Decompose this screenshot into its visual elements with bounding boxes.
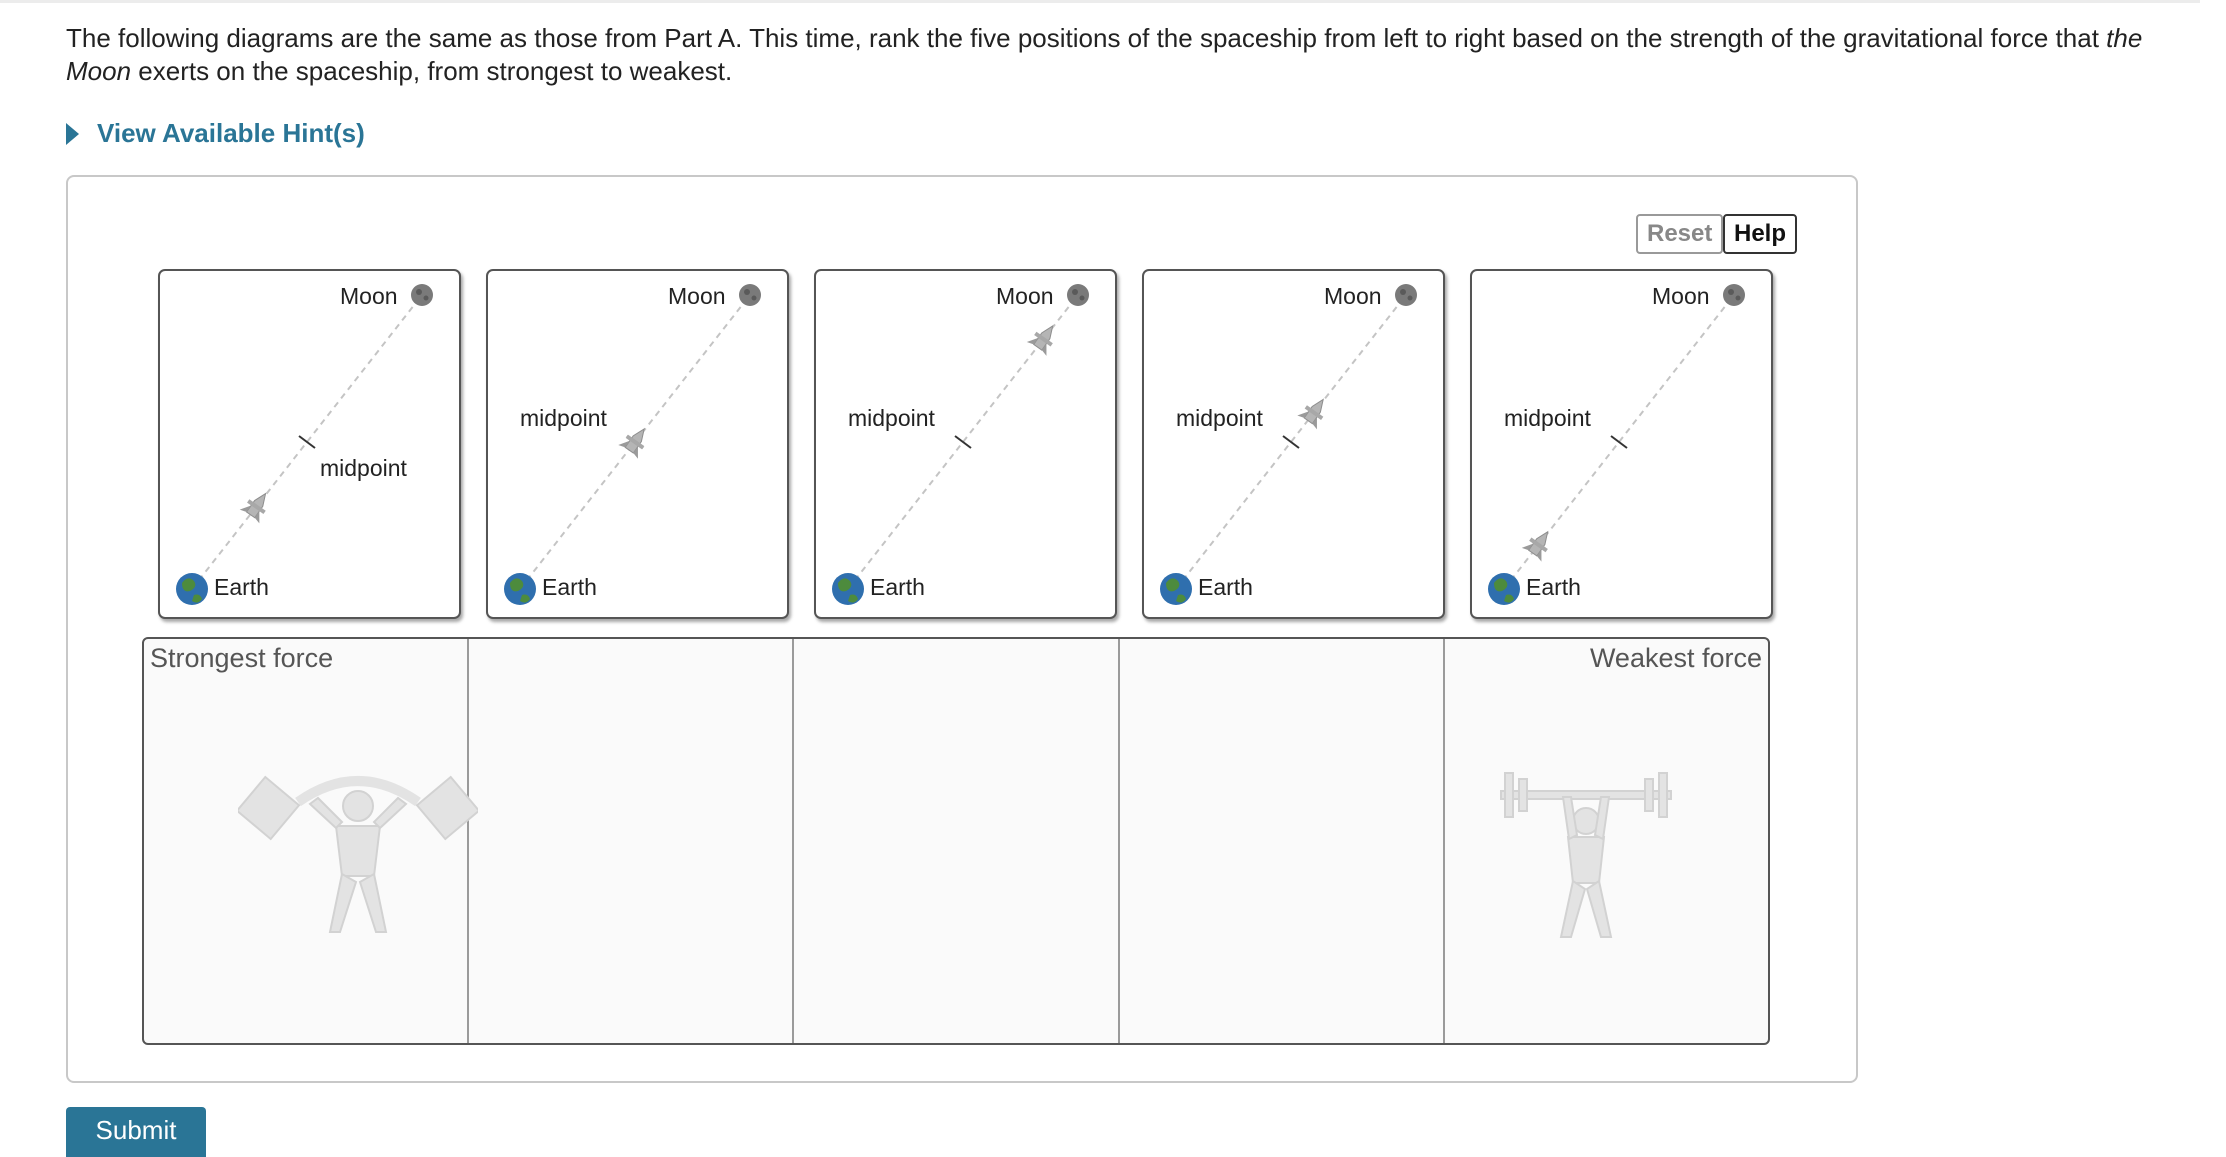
- moon-icon: [411, 284, 433, 306]
- ranking-area: [142, 637, 1770, 1045]
- midpoint-label: midpoint: [320, 455, 407, 481]
- moon-label: Moon: [1324, 283, 1382, 309]
- caret-right-icon: [66, 123, 79, 145]
- weakest-force-label: Weakest force: [1589, 643, 1763, 673]
- midpoint-tick: [1611, 436, 1627, 448]
- weightlifter-light-icon: [1493, 759, 1683, 939]
- moon-icon: [1395, 284, 1417, 306]
- moon-icon: [1723, 284, 1745, 306]
- question-text-before: The following diagrams are the same as those from Part A. This time, rank the five positions of the spaceship from left to right based on the strength of the gravitational force that: [66, 23, 2107, 53]
- position-card-2[interactable]: [486, 269, 789, 619]
- earth-icon: [832, 573, 864, 605]
- question-text-after: exerts on the spaceship, from strongest to weakest.: [131, 56, 733, 86]
- view-hints-toggle[interactable]: [66, 118, 365, 149]
- midpoint-tick: [1283, 436, 1299, 448]
- position-diagram: [1472, 271, 1775, 621]
- midpoint-label: midpoint: [1504, 405, 1591, 431]
- help-button[interactable]: Help: [1723, 214, 1797, 254]
- view-hints-label: View Available Hint(s): [97, 118, 365, 148]
- spaceship-icon: [240, 487, 276, 524]
- midpoint-label: midpoint: [848, 405, 935, 431]
- midpoint-label: midpoint: [520, 405, 607, 431]
- earth-label: Earth: [1526, 574, 1581, 600]
- moon-label: Moon: [996, 283, 1054, 309]
- moon-label: Moon: [1652, 283, 1710, 309]
- midpoint-tick: [955, 436, 971, 448]
- earth-label: Earth: [542, 574, 597, 600]
- earth-icon: [1488, 573, 1520, 605]
- midpoint-tick: [299, 436, 315, 448]
- earth-label: Earth: [870, 574, 925, 600]
- earth-icon: [176, 573, 208, 605]
- moon-icon: [1067, 284, 1089, 306]
- position-card-1[interactable]: [158, 269, 461, 619]
- rank-slot-5[interactable]: [1445, 639, 1768, 1043]
- strongest-force-label: Strongest force: [150, 643, 334, 673]
- earth-icon: [504, 573, 536, 605]
- earth-icon: [1160, 573, 1192, 605]
- question-text: [66, 22, 2186, 88]
- spaceship-icon: [1297, 393, 1333, 430]
- position-card-3[interactable]: [814, 269, 1117, 619]
- reset-button[interactable]: Reset: [1636, 214, 1723, 254]
- earth-label: Earth: [214, 574, 269, 600]
- spaceship-icon: [1522, 525, 1558, 562]
- position-diagram: [160, 271, 463, 621]
- earth-label: Earth: [1198, 574, 1253, 600]
- position-card-5[interactable]: [1470, 269, 1773, 619]
- ranking-task-panel: [66, 175, 1858, 1083]
- rank-slot-1[interactable]: [144, 639, 469, 1043]
- moon-label: Moon: [340, 283, 398, 309]
- rank-slot-2[interactable]: [469, 639, 794, 1043]
- rank-slot-3[interactable]: [794, 639, 1119, 1043]
- position-diagram: [488, 271, 791, 621]
- weightlifter-heavy-icon: [238, 764, 478, 934]
- question-emphasis: the Moon: [66, 23, 2143, 86]
- position-diagram: [816, 271, 1119, 621]
- moon-label: Moon: [668, 283, 726, 309]
- spaceship-icon: [618, 422, 654, 459]
- position-diagram: [1144, 271, 1447, 621]
- top-divider: [0, 0, 2200, 3]
- midpoint-label: midpoint: [1176, 405, 1263, 431]
- position-card-4[interactable]: [1142, 269, 1445, 619]
- moon-icon: [739, 284, 761, 306]
- submit-button[interactable]: Submit: [66, 1107, 206, 1157]
- rank-slot-4[interactable]: [1120, 639, 1445, 1043]
- spaceship-icon: [1027, 319, 1063, 356]
